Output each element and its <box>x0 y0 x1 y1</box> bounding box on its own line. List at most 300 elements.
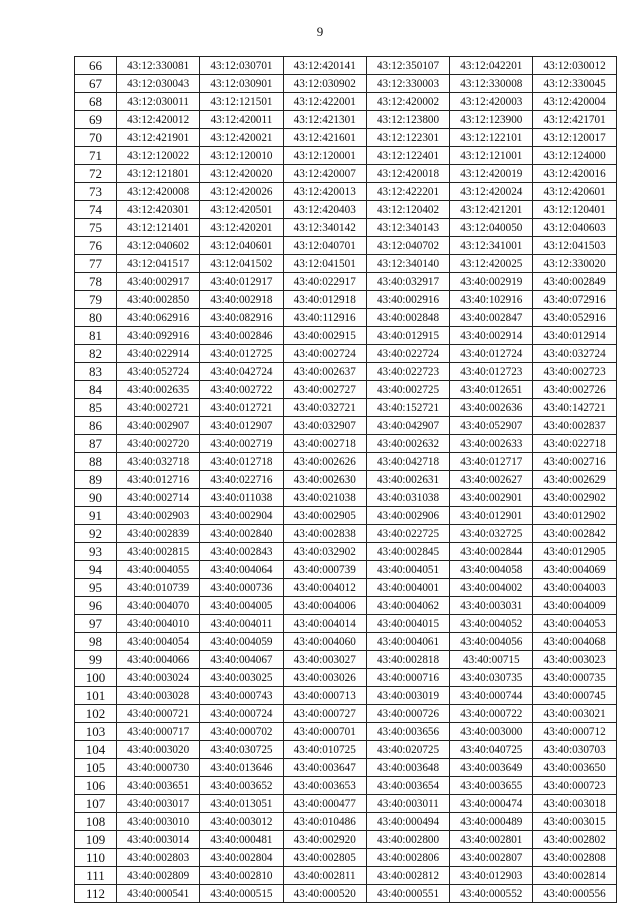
cadastral-number-cell: 43:12:121501 <box>200 93 283 111</box>
cadastral-number-cell: 43:40:003012 <box>200 813 283 831</box>
cadastral-number-cell: 43:40:002849 <box>533 273 616 291</box>
table-row <box>75 417 617 435</box>
row-number-cell: 89 <box>75 471 117 489</box>
cadastral-number-cell: 43:40:012724 <box>450 345 533 363</box>
cadastral-number-cell: 43:40:004064 <box>200 561 283 579</box>
cadastral-number-cell: 43:40:002719 <box>200 435 283 453</box>
table-row <box>75 777 617 795</box>
row-number-cell: 66 <box>75 57 117 75</box>
table-row <box>75 561 617 579</box>
cadastral-number-cell: 43:40:002850 <box>117 291 200 309</box>
row-number-cell: 77 <box>75 255 117 273</box>
table-row <box>75 129 617 147</box>
cadastral-number-cell: 43:40:002808 <box>533 849 616 867</box>
cadastral-number-cell: 43:12:421201 <box>450 201 533 219</box>
cadastral-number-cell: 43:40:000541 <box>117 885 200 903</box>
cadastral-number-cell: 43:12:421601 <box>283 129 366 147</box>
cadastral-number-cell: 43:40:022724 <box>366 345 449 363</box>
cadastral-number-cell: 43:40:012651 <box>450 381 533 399</box>
cadastral-number-cell: 43:12:122301 <box>366 129 449 147</box>
table-row <box>75 309 617 327</box>
cadastral-number-cell: 43:40:002630 <box>283 471 366 489</box>
cadastral-number-cell: 43:40:004059 <box>200 633 283 651</box>
cadastral-number-cell: 43:40:003025 <box>200 669 283 687</box>
table-row <box>75 489 617 507</box>
table-row <box>75 237 617 255</box>
cadastral-number-cell: 43:12:421901 <box>117 129 200 147</box>
table-row <box>75 831 617 849</box>
cadastral-number-cell: 43:40:002720 <box>117 435 200 453</box>
cadastral-number-cell: 43:40:000722 <box>450 705 533 723</box>
cadastral-number-cell: 43:40:004001 <box>366 579 449 597</box>
cadastral-number-cell: 43:40:002838 <box>283 525 366 543</box>
cadastral-number-cell: 43:40:000552 <box>450 885 533 903</box>
cadastral-number-cell: 43:40:002807 <box>450 849 533 867</box>
cadastral-number-cell: 43:40:013646 <box>200 759 283 777</box>
cadastral-number-cell: 43:12:122401 <box>366 147 449 165</box>
cadastral-number-cell: 43:40:002901 <box>450 489 533 507</box>
cadastral-number-cell: 43:40:022725 <box>366 525 449 543</box>
cadastral-table <box>74 56 617 903</box>
cadastral-number-cell: 43:40:002632 <box>366 435 449 453</box>
cadastral-number-cell: 43:12:420601 <box>533 183 616 201</box>
row-number-cell: 110 <box>75 849 117 867</box>
cadastral-number-cell: 43:40:002907 <box>117 417 200 435</box>
cadastral-number-cell: 43:40:004066 <box>117 651 200 669</box>
cadastral-number-cell: 43:12:420301 <box>117 201 200 219</box>
cadastral-number-cell: 43:40:004052 <box>450 615 533 633</box>
row-number-cell: 78 <box>75 273 117 291</box>
cadastral-number-cell: 43:40:002800 <box>366 831 449 849</box>
cadastral-number-cell: 43:40:003651 <box>117 777 200 795</box>
cadastral-number-cell: 43:40:004051 <box>366 561 449 579</box>
cadastral-number-cell: 43:40:000515 <box>200 885 283 903</box>
cadastral-number-cell: 43:40:000481 <box>200 831 283 849</box>
cadastral-number-cell: 43:40:052907 <box>450 417 533 435</box>
row-number-cell: 75 <box>75 219 117 237</box>
cadastral-number-cell: 43:12:120001 <box>283 147 366 165</box>
cadastral-number-cell: 43:40:002814 <box>533 867 616 885</box>
row-number-cell: 100 <box>75 669 117 687</box>
cadastral-number-cell: 43:12:421301 <box>283 111 366 129</box>
cadastral-number-cell: 43:12:122101 <box>450 129 533 147</box>
table-row <box>75 147 617 165</box>
cadastral-number-cell: 43:40:004070 <box>117 597 200 615</box>
cadastral-number-cell: 43:40:012918 <box>283 291 366 309</box>
cadastral-number-cell: 43:40:003656 <box>366 723 449 741</box>
cadastral-number-cell: 43:40:002631 <box>366 471 449 489</box>
cadastral-number-cell: 43:40:012721 <box>200 399 283 417</box>
table-row <box>75 741 617 759</box>
row-number-cell: 109 <box>75 831 117 849</box>
cadastral-number-cell: 43:40:002637 <box>283 363 366 381</box>
row-number-cell: 72 <box>75 165 117 183</box>
cadastral-number-cell: 43:40:003028 <box>117 687 200 705</box>
cadastral-number-cell: 43:40:003648 <box>366 759 449 777</box>
table-row <box>75 165 617 183</box>
table-row <box>75 219 617 237</box>
cadastral-number-cell: 43:12:420501 <box>200 201 283 219</box>
cadastral-number-cell: 43:40:042907 <box>366 417 449 435</box>
cadastral-number-cell: 43:40:004015 <box>366 615 449 633</box>
row-number-cell: 84 <box>75 381 117 399</box>
table-row <box>75 399 617 417</box>
row-number-cell: 94 <box>75 561 117 579</box>
cadastral-number-cell: 43:40:032721 <box>283 399 366 417</box>
table-row <box>75 849 617 867</box>
cadastral-number-cell: 43:12:330045 <box>533 75 616 93</box>
cadastral-number-cell: 43:12:420141 <box>283 57 366 75</box>
cadastral-number-cell: 43:12:420003 <box>450 93 533 111</box>
row-number-cell: 80 <box>75 309 117 327</box>
table-row <box>75 183 617 201</box>
cadastral-number-cell: 43:40:002725 <box>366 381 449 399</box>
row-number-cell: 86 <box>75 417 117 435</box>
table-row <box>75 453 617 471</box>
cadastral-number-cell: 43:40:004014 <box>283 615 366 633</box>
cadastral-number-cell: 43:40:004060 <box>283 633 366 651</box>
cadastral-number-cell: 43:40:062916 <box>117 309 200 327</box>
row-number-cell: 79 <box>75 291 117 309</box>
cadastral-number-cell: 43:40:032725 <box>450 525 533 543</box>
row-number-cell: 88 <box>75 453 117 471</box>
cadastral-number-cell: 43:12:121801 <box>117 165 200 183</box>
table-row <box>75 291 617 309</box>
cadastral-number-cell: 43:40:002848 <box>366 309 449 327</box>
cadastral-number-cell: 43:12:340140 <box>366 255 449 273</box>
cadastral-number-cell: 43:40:002722 <box>200 381 283 399</box>
row-number-cell: 83 <box>75 363 117 381</box>
cadastral-number-cell: 43:12:123900 <box>450 111 533 129</box>
table-row <box>75 705 617 723</box>
cadastral-number-cell: 43:40:000723 <box>533 777 616 795</box>
cadastral-number-cell: 43:40:002723 <box>533 363 616 381</box>
row-number-cell: 102 <box>75 705 117 723</box>
cadastral-number-cell: 43:40:002815 <box>117 543 200 561</box>
cadastral-number-cell: 43:40:004062 <box>366 597 449 615</box>
cadastral-number-cell: 43:40:022914 <box>117 345 200 363</box>
cadastral-number-cell: 43:40:002840 <box>200 525 283 543</box>
cadastral-number-cell: 43:40:002902 <box>533 489 616 507</box>
cadastral-number-cell: 43:40:002716 <box>533 453 616 471</box>
cadastral-number-cell: 43:40:002906 <box>366 507 449 525</box>
row-number-cell: 93 <box>75 543 117 561</box>
cadastral-number-cell: 43:40:012717 <box>450 453 533 471</box>
cadastral-number-cell: 43:40:022718 <box>533 435 616 453</box>
cadastral-number-cell: 43:40:002811 <box>283 867 366 885</box>
cadastral-number-cell: 43:40:002844 <box>450 543 533 561</box>
cadastral-number-cell: 43:40:003023 <box>533 651 616 669</box>
cadastral-number-cell: 43:40:003000 <box>450 723 533 741</box>
cadastral-number-cell: 43:40:012723 <box>450 363 533 381</box>
cadastral-number-cell: 43:12:121401 <box>117 219 200 237</box>
table-row <box>75 381 617 399</box>
cadastral-number-cell: 43:12:042201 <box>450 57 533 75</box>
row-number-cell: 111 <box>75 867 117 885</box>
cadastral-number-cell: 43:40:002915 <box>283 327 366 345</box>
row-number-cell: 73 <box>75 183 117 201</box>
cadastral-number-cell: 43:40:012716 <box>117 471 200 489</box>
cadastral-number-cell: 43:40:004011 <box>200 615 283 633</box>
cadastral-number-cell: 43:40:000736 <box>200 579 283 597</box>
row-number-cell: 67 <box>75 75 117 93</box>
cadastral-number-cell: 43:12:330020 <box>533 255 616 273</box>
table-row <box>75 651 617 669</box>
cadastral-number-cell: 43:40:003031 <box>450 597 533 615</box>
row-number-cell: 99 <box>75 651 117 669</box>
cadastral-number-cell: 43:40:002718 <box>283 435 366 453</box>
cadastral-number-cell: 43:40:032917 <box>366 273 449 291</box>
table-row <box>75 327 617 345</box>
cadastral-number-cell: 43:40:000701 <box>283 723 366 741</box>
cadastral-number-cell: 43:40:012915 <box>366 327 449 345</box>
cadastral-number-cell: 43:40:002633 <box>450 435 533 453</box>
cadastral-number-cell: 43:40:002810 <box>200 867 283 885</box>
cadastral-number-cell: 43:40:002920 <box>283 831 366 849</box>
row-number-cell: 70 <box>75 129 117 147</box>
cadastral-number-cell: 43:40:000726 <box>366 705 449 723</box>
cadastral-number-cell: 43:40:032907 <box>283 417 366 435</box>
cadastral-number-cell: 43:40:004005 <box>200 597 283 615</box>
cadastral-number-cell: 43:40:00715 <box>450 651 533 669</box>
cadastral-number-cell: 43:40:004053 <box>533 615 616 633</box>
cadastral-number-cell: 43:40:000735 <box>533 669 616 687</box>
cadastral-number-cell: 43:12:330081 <box>117 57 200 75</box>
cadastral-number-cell: 43:40:004058 <box>450 561 533 579</box>
cadastral-table-body <box>75 57 617 903</box>
cadastral-number-cell: 43:12:420007 <box>283 165 366 183</box>
cadastral-number-cell: 43:12:420013 <box>283 183 366 201</box>
cadastral-number-cell: 43:12:420025 <box>450 255 533 273</box>
cadastral-number-cell: 43:12:420021 <box>200 129 283 147</box>
cadastral-number-cell: 43:40:002801 <box>450 831 533 849</box>
cadastral-number-cell: 43:12:040701 <box>283 237 366 255</box>
cadastral-number-cell: 43:40:042718 <box>366 453 449 471</box>
table-row <box>75 795 617 813</box>
cadastral-number-cell: 43:40:012901 <box>450 507 533 525</box>
cadastral-number-cell: 43:40:032902 <box>283 543 366 561</box>
table-row <box>75 813 617 831</box>
cadastral-number-cell: 43:40:032718 <box>117 453 200 471</box>
cadastral-number-cell: 43:12:030901 <box>200 75 283 93</box>
cadastral-number-cell: 43:40:030725 <box>200 741 283 759</box>
table-row <box>75 597 617 615</box>
cadastral-number-cell: 43:40:003652 <box>200 777 283 795</box>
row-number-cell: 96 <box>75 597 117 615</box>
table-row <box>75 57 617 75</box>
row-number-cell: 108 <box>75 813 117 831</box>
cadastral-number-cell: 43:40:002727 <box>283 381 366 399</box>
cadastral-number-cell: 43:12:350107 <box>366 57 449 75</box>
cadastral-number-cell: 43:40:082916 <box>200 309 283 327</box>
cadastral-number-cell: 43:40:002803 <box>117 849 200 867</box>
cadastral-number-cell: 43:40:000721 <box>117 705 200 723</box>
table-row <box>75 345 617 363</box>
cadastral-number-cell: 43:40:002804 <box>200 849 283 867</box>
cadastral-number-cell: 43:12:420019 <box>450 165 533 183</box>
cadastral-number-cell: 43:40:013051 <box>200 795 283 813</box>
cadastral-number-cell: 43:40:040725 <box>450 741 533 759</box>
cadastral-number-cell: 43:40:000727 <box>283 705 366 723</box>
cadastral-number-cell: 43:40:002726 <box>533 381 616 399</box>
cadastral-number-cell: 43:12:420002 <box>366 93 449 111</box>
cadastral-number-cell: 43:40:003027 <box>283 651 366 669</box>
cadastral-number-cell: 43:40:002914 <box>450 327 533 345</box>
cadastral-number-cell: 43:40:012903 <box>450 867 533 885</box>
cadastral-number-cell: 43:40:021038 <box>283 489 366 507</box>
cadastral-number-cell: 43:40:003020 <box>117 741 200 759</box>
cadastral-number-cell: 43:40:004054 <box>117 633 200 651</box>
cadastral-number-cell: 43:12:420018 <box>366 165 449 183</box>
row-number-cell: 90 <box>75 489 117 507</box>
cadastral-number-cell: 43:40:000717 <box>117 723 200 741</box>
cadastral-number-cell: 43:12:124000 <box>533 147 616 165</box>
cadastral-number-cell: 43:40:112916 <box>283 309 366 327</box>
cadastral-number-cell: 43:40:000494 <box>366 813 449 831</box>
cadastral-number-cell: 43:40:030703 <box>533 741 616 759</box>
cadastral-number-cell: 43:40:002919 <box>450 273 533 291</box>
cadastral-number-cell: 43:40:002636 <box>450 399 533 417</box>
table-row <box>75 669 617 687</box>
cadastral-number-cell: 43:40:002842 <box>533 525 616 543</box>
cadastral-number-cell: 43:40:002714 <box>117 489 200 507</box>
row-number-cell: 91 <box>75 507 117 525</box>
cadastral-number-cell: 43:40:000724 <box>200 705 283 723</box>
cadastral-number-cell: 43:40:000556 <box>533 885 616 903</box>
cadastral-number-cell: 43:12:330008 <box>450 75 533 93</box>
cadastral-number-cell: 43:40:000551 <box>366 885 449 903</box>
cadastral-number-cell: 43:12:340143 <box>366 219 449 237</box>
cadastral-number-cell: 43:40:052916 <box>533 309 616 327</box>
row-number-cell: 81 <box>75 327 117 345</box>
cadastral-number-cell: 43:40:002809 <box>117 867 200 885</box>
page-number: 9 <box>316 24 324 39</box>
cadastral-number-cell: 43:12:120010 <box>200 147 283 165</box>
cadastral-number-cell: 43:12:040050 <box>450 219 533 237</box>
cadastral-number-cell: 43:40:000520 <box>283 885 366 903</box>
cadastral-number-cell: 43:40:002626 <box>283 453 366 471</box>
cadastral-number-cell: 43:40:002721 <box>117 399 200 417</box>
cadastral-number-cell: 43:40:003653 <box>283 777 366 795</box>
cadastral-number-cell: 43:40:003655 <box>450 777 533 795</box>
cadastral-number-cell: 43:40:002806 <box>366 849 449 867</box>
cadastral-number-cell: 43:40:004067 <box>200 651 283 669</box>
row-number-cell: 76 <box>75 237 117 255</box>
cadastral-number-cell: 43:40:004061 <box>366 633 449 651</box>
cadastral-number-cell: 43:40:012725 <box>200 345 283 363</box>
cadastral-number-cell: 43:12:422001 <box>283 93 366 111</box>
row-number-cell: 106 <box>75 777 117 795</box>
cadastral-number-cell: 43:40:022716 <box>200 471 283 489</box>
cadastral-number-cell: 43:40:032724 <box>533 345 616 363</box>
cadastral-number-cell: 43:40:020725 <box>366 741 449 759</box>
cadastral-number-cell: 43:40:004002 <box>450 579 533 597</box>
cadastral-number-cell: 43:12:420403 <box>283 201 366 219</box>
row-number-cell: 82 <box>75 345 117 363</box>
table-row <box>75 201 617 219</box>
cadastral-number-cell: 43:40:010739 <box>117 579 200 597</box>
table-row <box>75 579 617 597</box>
row-number-cell: 98 <box>75 633 117 651</box>
cadastral-number-cell: 43:40:002843 <box>200 543 283 561</box>
cadastral-number-cell: 43:40:002916 <box>366 291 449 309</box>
cadastral-number-cell: 43:40:000489 <box>450 813 533 831</box>
table-row <box>75 363 617 381</box>
row-number-cell: 85 <box>75 399 117 417</box>
cadastral-number-cell: 43:12:030011 <box>117 93 200 111</box>
cadastral-number-cell: 43:12:420201 <box>200 219 283 237</box>
cadastral-number-cell: 43:40:000474 <box>450 795 533 813</box>
row-number-cell: 68 <box>75 93 117 111</box>
table-row <box>75 759 617 777</box>
cadastral-number-cell: 43:40:012902 <box>533 507 616 525</box>
cadastral-number-cell: 43:40:102916 <box>450 291 533 309</box>
cadastral-number-cell: 43:12:420011 <box>200 111 283 129</box>
cadastral-number-cell: 43:40:004056 <box>450 633 533 651</box>
cadastral-number-cell: 43:40:092916 <box>117 327 200 345</box>
cadastral-number-cell: 43:12:040603 <box>533 219 616 237</box>
table-row <box>75 885 617 903</box>
cadastral-number-cell: 43:12:340142 <box>283 219 366 237</box>
cadastral-number-cell: 43:12:120401 <box>533 201 616 219</box>
cadastral-number-cell: 43:12:420016 <box>533 165 616 183</box>
cadastral-number-cell: 43:40:152721 <box>366 399 449 417</box>
row-number-cell: 103 <box>75 723 117 741</box>
cadastral-number-cell: 43:12:041503 <box>533 237 616 255</box>
table-row <box>75 507 617 525</box>
table-row <box>75 75 617 93</box>
cadastral-number-cell: 43:12:120017 <box>533 129 616 147</box>
cadastral-number-cell: 43:12:041517 <box>117 255 200 273</box>
cadastral-number-cell: 43:40:002802 <box>533 831 616 849</box>
row-number-cell: 104 <box>75 741 117 759</box>
cadastral-number-cell: 43:40:000745 <box>533 687 616 705</box>
cadastral-number-cell: 43:40:004012 <box>283 579 366 597</box>
cadastral-number-cell: 43:40:003026 <box>283 669 366 687</box>
cadastral-number-cell: 43:40:010486 <box>283 813 366 831</box>
cadastral-number-cell: 43:40:002724 <box>283 345 366 363</box>
cadastral-number-cell: 43:40:012907 <box>200 417 283 435</box>
cadastral-number-cell: 43:40:010725 <box>283 741 366 759</box>
cadastral-number-cell: 43:12:341001 <box>450 237 533 255</box>
cadastral-number-cell: 43:40:003017 <box>117 795 200 813</box>
table-row <box>75 255 617 273</box>
table-row <box>75 687 617 705</box>
cadastral-number-cell: 43:12:123800 <box>366 111 449 129</box>
cadastral-number-cell: 43:12:420008 <box>117 183 200 201</box>
cadastral-number-cell: 43:40:012917 <box>200 273 283 291</box>
cadastral-number-cell: 43:40:002805 <box>283 849 366 867</box>
cadastral-number-cell: 43:12:420026 <box>200 183 283 201</box>
cadastral-number-cell: 43:40:002905 <box>283 507 366 525</box>
cadastral-number-cell: 43:40:142721 <box>533 399 616 417</box>
table-row <box>75 435 617 453</box>
cadastral-number-cell: 43:40:003650 <box>533 759 616 777</box>
cadastral-number-cell: 43:12:121001 <box>450 147 533 165</box>
cadastral-number-cell: 43:40:002846 <box>200 327 283 345</box>
cadastral-number-cell: 43:40:002812 <box>366 867 449 885</box>
row-number-cell: 107 <box>75 795 117 813</box>
table-row <box>75 93 617 111</box>
cadastral-number-cell: 43:12:030701 <box>200 57 283 75</box>
table-row <box>75 525 617 543</box>
cadastral-number-cell: 43:40:003011 <box>366 795 449 813</box>
cadastral-number-cell: 43:12:120402 <box>366 201 449 219</box>
cadastral-number-cell: 43:12:040602 <box>117 237 200 255</box>
cadastral-number-cell: 43:40:042724 <box>200 363 283 381</box>
cadastral-number-cell: 43:40:004055 <box>117 561 200 579</box>
table-row <box>75 867 617 885</box>
